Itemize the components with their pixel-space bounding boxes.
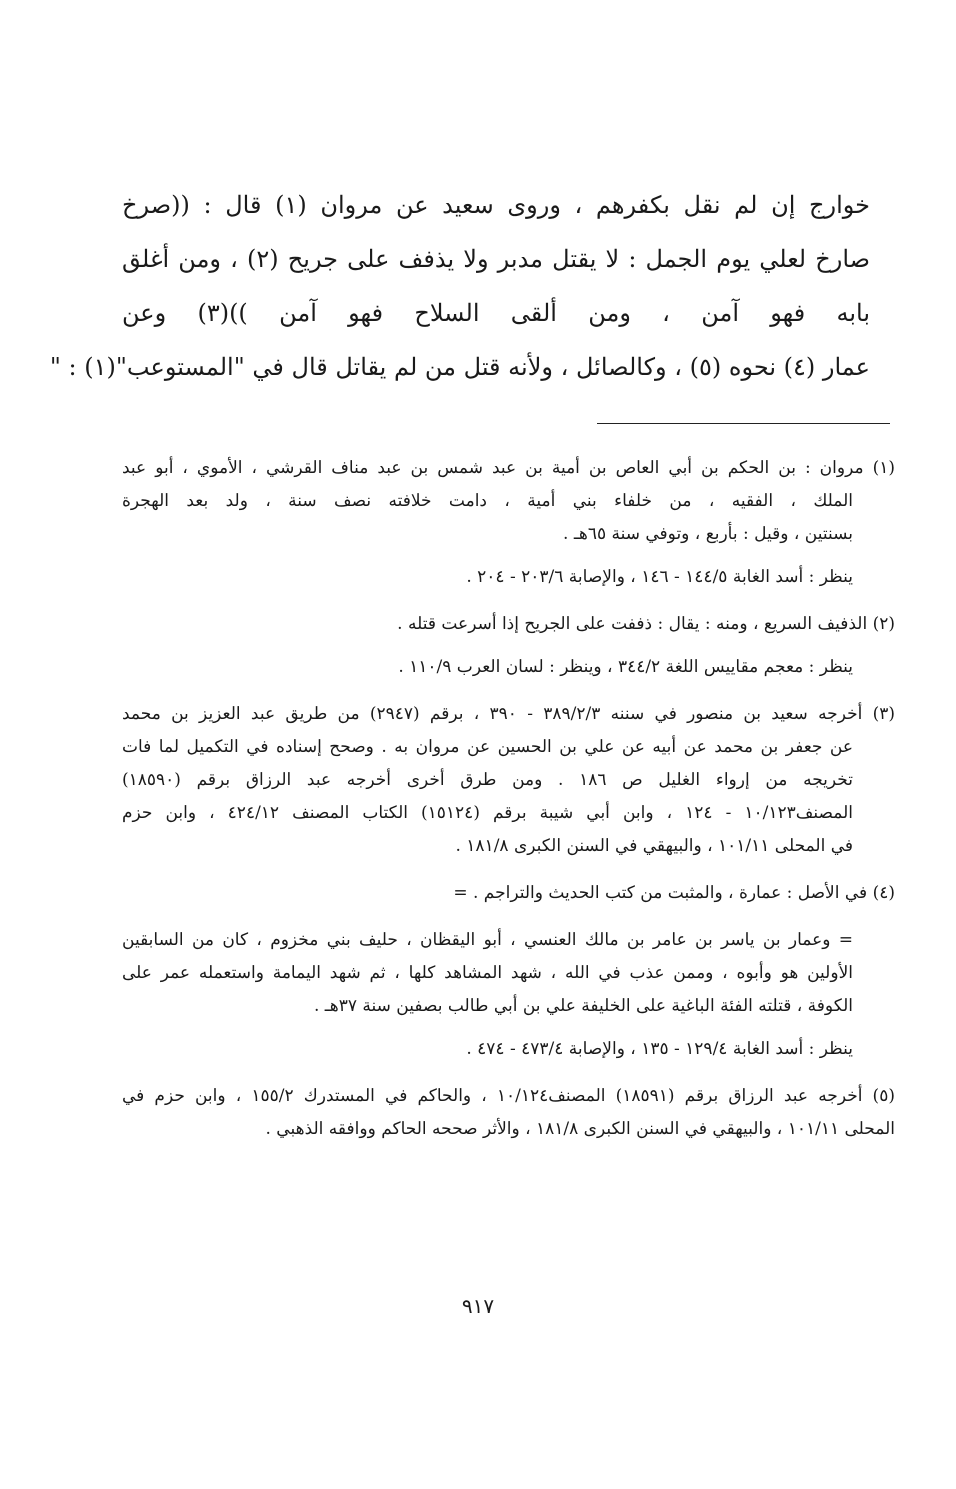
- main-text-line: خوارج إن لم نقل بكفرهم ، وروى سعيد عن مروان (١) قال : ((صرخ: [122, 191, 870, 219]
- footnote-line: (٢) الذفيف السريع ، ومنه : يقال : ذففت على الجريح إذا أسرعت قتله .: [397, 614, 895, 634]
- footnote-reference: ينظر : أسد الغابة ١٤٤/٥ - ١٤٦ ، والإصابة ٢٠٣/٦ - ٢٠٤ .: [466, 567, 853, 587]
- footnote-line: عن جعفر بن محمد عن أبيه عن علي بن الحسين عن مروان به . وصحح إسناده في التكميل لما فات: [122, 737, 853, 757]
- footnote-line: في المحلى ١٠١/١١ ، والبيهقي في السنن الكبرى ١٨١/٨ .: [455, 836, 853, 856]
- footnote-line: (٤) في الأصل : عمارة ، والمثبت من كتب الحديث والتراجم . =: [453, 883, 895, 903]
- footnote-line: المحلى ١٠١/١١ ، والبيهقي في السنن الكبرى ١٨١/٨ ، والأثر صححه الحاكم ووافقه الذهبي .: [265, 1119, 895, 1139]
- footnote-3: [122, 698, 895, 863]
- main-text-line: صارخ لعلي يوم الجمل : لا يقتل مدبر ولا يذفف على جريح (٢) ، ومن أغلق: [122, 245, 871, 273]
- footnote-line: تخريجه من إرواء الغليل ص ١٨٦ . ومن طرق أخرى أخرجه عبد الرزاق برقم (١٨٥٩٠): [122, 770, 853, 790]
- footnote-line: (٣) أخرجه سعيد بن منصور في سننه ٣٨٩/٢/٣ - ٣٩٠ ، برقم (٢٩٤٧) من طريق عبد العزيز بن محمد: [122, 704, 895, 724]
- main-text-block: [49, 178, 871, 394]
- footnote-line: بسنتين ، وقيل : بأربع ، وتوفي سنة ٦٥هـ .: [563, 524, 853, 544]
- footnotes-block: [122, 452, 895, 1160]
- footnote-line: المصنف١٠/١٢٣ - ١٢٤ ، وابن أبي شيبة برقم (١٥١٢٤) الكتاب المصنف ٤٢٤/١٢ ، وابن حزم: [122, 803, 853, 823]
- main-text-line: عمار (٤) نحوه (٥) ، وكالصائل ، ولأنه قتل من لم يقاتل قال في "المستوعب"(١) : ": [49, 353, 870, 381]
- footnote-line: (٥) أخرجه عبد الرزاق برقم (١٨٥٩١) المصنف١٠/١٢٤ ، والحاكم في المستدرك ١٥٥/٢ ، وابن حزم في: [122, 1086, 895, 1106]
- footnote-1: [122, 452, 895, 594]
- footnote-4: [122, 877, 895, 910]
- page-number: ٩١٧: [461, 1294, 495, 1318]
- footnote-4-continuation: [122, 924, 895, 1066]
- footnote-separator: [597, 423, 890, 424]
- footnote-reference: ينظر : معجم مقاييس اللغة ٣٤٤/٢ ، وينظر : لسان العرب ١١٠/٩ .: [398, 657, 853, 677]
- footnote-line: = وعمار بن ياسر بن عامر بن مالك العنسي ، أبو اليقظان ، حليف بني مخزوم ، كان من السابقين: [122, 930, 853, 950]
- footnote-line: الأولين هو وأبوه ، وممن عذب في الله ، شهد المشاهد كلها ، ثم شهد اليمامة واستعمله عمر على: [122, 963, 853, 983]
- footnote-line: (١) مروان : بن الحكم بن أبي العاص بن أمية بن عبد شمس بن عبد مناف القرشي ، الأموي ، أبو عبد: [122, 458, 895, 478]
- footnote-5: [122, 1080, 895, 1146]
- footnote-line: الكوفة ، قتلته الفئة الباغية على الخليفة علي بن أبي طالب بصفين سنة ٣٧هـ .: [313, 996, 853, 1016]
- footnote-reference: ينظر : أسد الغابة ١٢٩/٤ - ١٣٥ ، والإصابة ٤٧٣/٤ - ٤٧٤ .: [466, 1039, 853, 1059]
- main-text-line: بابه فهو آمن ، ومن ألقى السلاح فهو آمن ))(٣) وعن: [122, 299, 870, 327]
- footnote-line: الملك ، الفقيه ، من خلفاء بني أمية ، دامت خلافته نصف سنة ، ولد بعد الهجرة: [122, 491, 853, 511]
- footnote-2: [122, 608, 895, 684]
